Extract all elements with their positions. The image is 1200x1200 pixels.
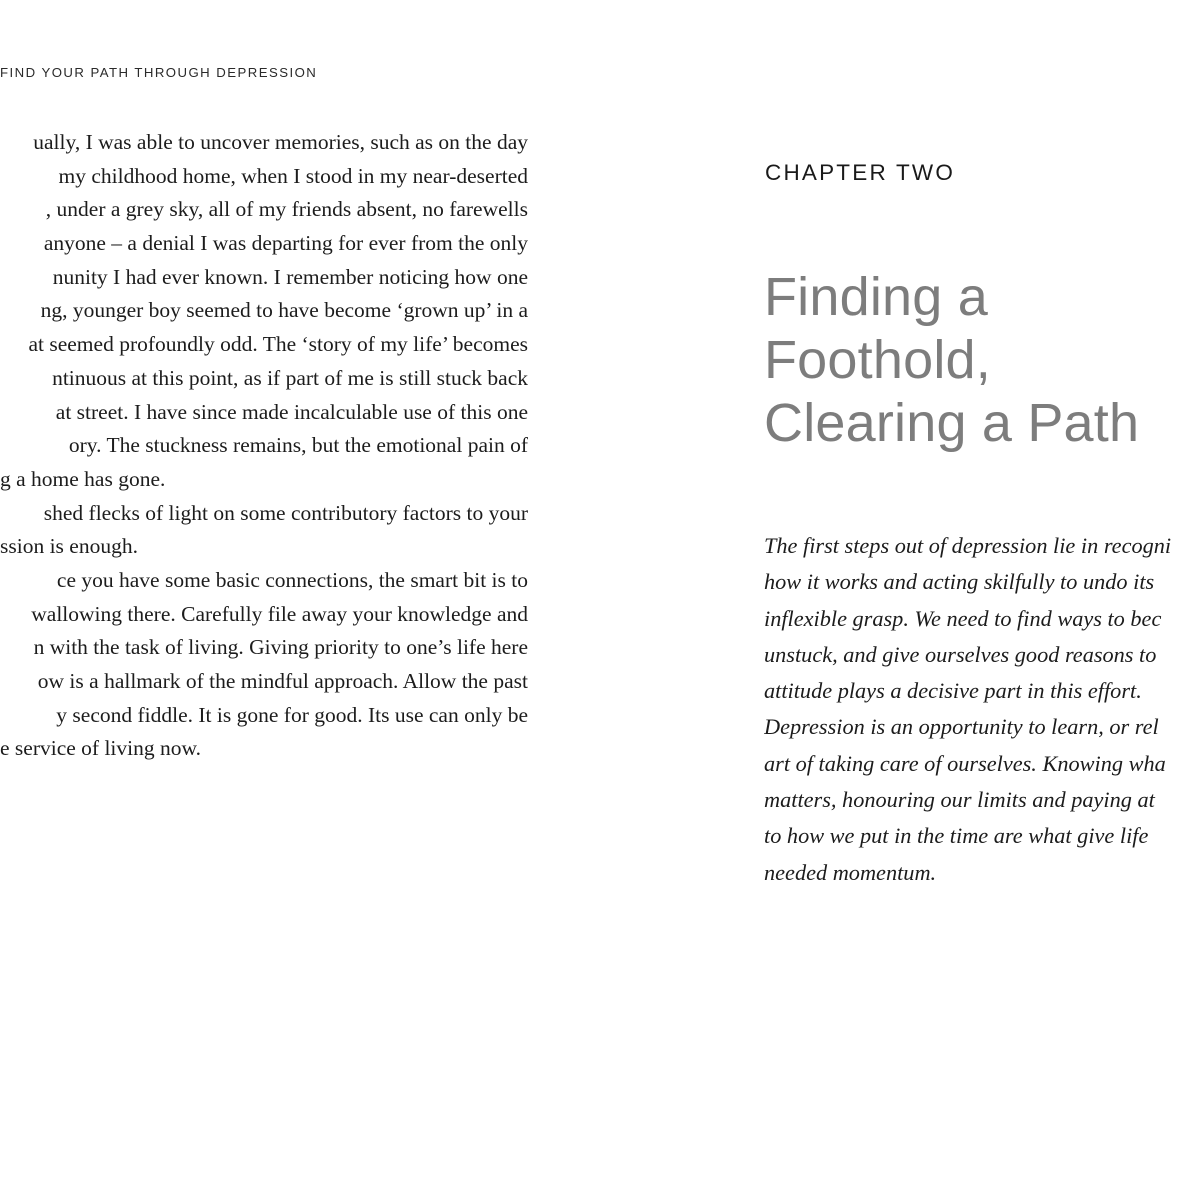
body-text [0,126,528,766]
body-line: at street. I have since made incalculable use of this one [55,399,528,424]
body-line: ssion is enough. [0,534,138,559]
chapter-title-line: Foothold, [764,330,991,390]
body-line: ng, younger boy seemed to have become ‘grown up’ in a [40,298,528,323]
intro-line: to how we put in the time are what give life [764,823,1149,849]
body-line: anyone – a denial I was departing for ever from the only [43,231,528,256]
body-line: ntinuous at this point, as if part of me is still stuck back [52,365,528,390]
body-line: ow is a hallmark of the mindful approach. Allow the past [37,669,528,693]
intro-line: The first steps out of depression lie in recogni [764,533,1172,558]
body-line: n with the task of living. Giving priority to one’s life here [33,635,528,660]
body-line: wallowing there. Carefully file away your knowledge and [31,601,528,626]
intro-line: attitude plays a decisive part in this effort. [764,678,1142,704]
body-line: at seemed profoundly odd. The ‘story of my life’ becomes [28,332,528,357]
body-line: e service of living now. [0,736,202,761]
intro-line: matters, honouring our limits and paying at [764,787,1155,813]
body-line: y second fiddle. It is gone for good. Its use can only be [56,702,528,727]
chapter-title-line: Finding a [764,267,988,327]
chapter-title-line: Clearing a Path [764,393,1140,453]
intro-line: needed momentum. [764,859,937,885]
chapter-intro [764,528,1200,891]
running-head: FIND YOUR PATH THROUGH DEPRESSION [0,65,318,80]
intro-line: unstuck, and give ourselves good reasons to [764,641,1157,667]
chapter-title [764,266,1200,455]
intro-line: inflexible grasp. We need to find ways to bec [764,605,1162,631]
body-line: ory. The stuckness remains, but the emotional pain of [68,433,528,458]
body-line: shed flecks of light on some contributory factors to your [43,500,528,525]
intro-line: Depression is an opportunity to learn, or rel [764,714,1159,740]
body-line: , under a grey sky, all of my friends absent, no farewells [45,197,528,222]
right-page [600,0,1200,1200]
chapter-label: CHAPTER TWO [765,160,956,185]
intro-line: how it works and acting skilfully to undo its [764,569,1155,595]
intro-line: art of taking care of ourselves. Knowing wha [764,750,1166,776]
body-line: ually, I was able to uncover memories, such as on the day [33,130,528,154]
body-line: g a home has gone. [0,466,166,491]
body-line: nunity I had ever known. I remember noticing how one [52,264,528,289]
body-line: ce you have some basic connections, the smart bit is to [56,567,528,592]
body-line: my childhood home, when I stood in my near-deserted [58,163,528,188]
